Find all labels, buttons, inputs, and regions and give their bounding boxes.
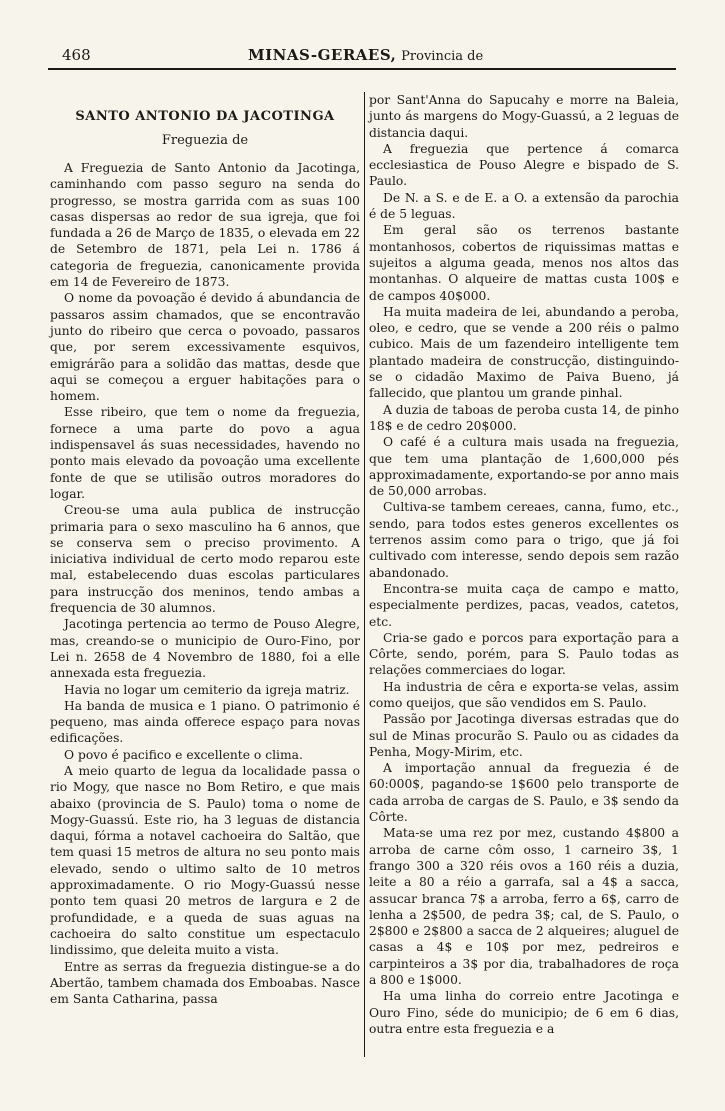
paragraph: Cria-se gado e porcos para exportação para a Côrte, sendo, porém, para S. Paulo todas as relações commerciaes do logar. — [369, 630, 679, 678]
left-column — [50, 92, 360, 1007]
paragraph: De N. a S. e de E. a O. a extensão da parochia é de 5 leguas. — [369, 190, 679, 222]
paragraph: Ha banda de musica e 1 piano. O patrimonio é pequeno, mas ainda offerece espaço para novas edificações. — [50, 698, 360, 746]
paragraph: Esse ribeiro, que tem o nome da freguezia, fornece a uma parte do povo a agua indispensavel ás suas necessidades, havendo no ponto mais elevado da povoação uma excellente fonte de que se utilisão outros moradores do logar. — [50, 405, 360, 501]
paragraph: por Sant'Anna do Sapucahy e morre na Baleia, junto ás margens do Mogy-Guassú, a 2 leguas de distancia daqui. — [369, 93, 679, 140]
paragraph: Encontra-se muita caça de campo e matto, especialmente perdizes, pacas, veados, catetos, etc. — [369, 581, 679, 629]
paragraph: Cultiva-se tambem cereaes, canna, fumo, etc., sendo, para todos estes generos excellentes os terrenos assim como para o trigo, que já foi cultivado com interesse, sendo depois sem razão abandonado. — [369, 500, 679, 580]
section-title: SANTO ANTONIO DA JACOTINGA — [75, 109, 335, 124]
paragraph: O nome da povoação é devido á abundancia de passaros assim chamados, que se encontravão junto do ribeiro que cerca o povoado, passaros que, por serem excessivamente esquivos, emigrárão para a solidão das mattas, desde que aqui se começou a erguer habitações para o homem. — [50, 291, 360, 404]
paragraph: A freguezia que pertence á comarca ecclesiastica de Pouso Alegre e bispado de S. Paulo. — [369, 141, 679, 189]
paragraph: A meio quarto de legua da localidade passa o rio Mogy, que nasce no Bom Retiro, e que mais abaixo (provincia de S. Paulo) toma o nome de Mogy-Guassú. Este rio, ha 3 leguas de distancia daqui, fórma a notavel cachoeira do Saltão, que tem quasi 15 metros de altura no seu ponto mais elevado, sendo o ultimo salto de 10 metros approximadamente. O rio Mogy-Guassú nesse ponto tem quasi 20 metros de largura e 2 de profundidade, e a queda de suas aguas na cachoeira do salto constitue um espectaculo lindissimo, que deleita muito a vista. — [50, 763, 360, 958]
paragraph: Jacotinga pertencia ao termo de Pouso Alegre, mas, creando-se o municipio de Ouro-Fino, por Lei n. 2658 de 4 Novembro de 1880, foi a elle annexada esta freguezia. — [50, 617, 360, 681]
paragraph: Ha uma linha do correio entre Jacotinga e Ouro Fino, séde do municipio; de 6 em 6 dias, outra entre esta freguezia e a — [369, 989, 679, 1036]
paragraph: A Freguezia de Santo Antonio da Jacotinga, caminhando com passo seguro na senda do progresso, se mostra garrida com as suas 100 casas dispersas ao redor de sua igreja, que foi fundada a 26 de Março de 1835, o elevada em 22 de Setembro de 1871, pela Lei n. 1786 á categoria de freguezia, canonicamente provida em 14 de Fevereiro de 1873. — [50, 161, 360, 290]
paragraph: Havia no logar um cemiterio da igreja matriz. — [64, 682, 350, 697]
header-rule — [48, 68, 676, 70]
running-title: MINAS-GERAES, — [248, 46, 397, 64]
paragraph: Em geral são os terrenos bastante montanhosos, cobertos de riquissimas mattas e sujeitos a alguma geada, menos nos altos das montanhas. O alqueire de mattas custa 100$ e de campos 40$000. — [369, 223, 679, 303]
paragraph: Ha muita madeira de lei, abundando a peroba, oleo, e cedro, que se vende a 200 réis o palmo cubico. Mais de um fazendeiro intelligente tem plantado madeira de construcção, distinguindo-se o cidadão Maximo de Paiva Bueno, já fallecido, que plantou um grande pinhal. — [369, 304, 679, 401]
paragraph: Passão por Jacotinga diversas estradas que do sul de Minas procurão S. Paulo ou as cidades da Penha, Mogy-Mirim, etc. — [369, 712, 679, 759]
running-head — [248, 44, 483, 68]
paragraph: O café é a cultura mais usada na freguezia, que tem uma plantação de 1,600,000 pés approximadamente, exportando-se por anno mais de 50,000 arrobas. — [369, 435, 679, 499]
paragraph: O povo é pacifico e excellente o clima. — [64, 747, 303, 762]
running-subtitle: Provincia de — [401, 49, 484, 64]
paragraph: A importação annual da freguezia é de 60:000$, pagando-se 1$600 pelo transporte de cada arroba de cargas de S. Paulo, e 3$ sendo da Côrte. — [369, 761, 679, 825]
paragraph: Ha industria de cêra e exporta-se velas, assim como queijos, que são vendidos em S. Paulo. — [369, 679, 679, 710]
section-subtitle: Freguezia de — [161, 133, 249, 148]
page-number: 468 — [62, 46, 91, 64]
paragraph: A duzia de taboas de peroba custa 14, de pinho 18$ e de cedro 20$000. — [369, 402, 679, 433]
paragraph: Mata-se uma rez por mez, custando 4$800 a arroba de carne côm osso, 1 carneiro 3$, 1 frango 300 a 320 réis ovos a 160 réis a duzia, leite a 80 a réio a garrafa, sal a 4$ a sacca, assucar branca 7$ a arroba, ferro a 6$, carro de lenha a 2$500, de pedra 3$; cal, de S. Paulo, o 2$800 e 2$800 a sacca de 2 alqueires; aluguel de casas a 4$ e 10$ por mez, pedreiros e carpinteiros a 3$ por dia, trabalhadores de roça a 800 e 1$000. — [369, 826, 679, 988]
page-header — [48, 44, 676, 66]
right-column — [369, 92, 679, 1037]
paragraph: Creou-se uma aula publica de instrucção primaria para o sexo masculino ha 6 annos, que se conserva sem o preciso provimento. A iniciativa individual de certo modo reparou este mal, estabelecendo duas escolas particulares para instrucção dos meninos, tendo ambas a frequencia de 30 alumnos. — [50, 503, 360, 616]
column-divider — [364, 92, 365, 1057]
paragraph: Entre as serras da freguezia distingue-se a do Abertão, tambem chamada dos Emboabas. Nasce em Santa Catharina, passa — [50, 959, 360, 1007]
